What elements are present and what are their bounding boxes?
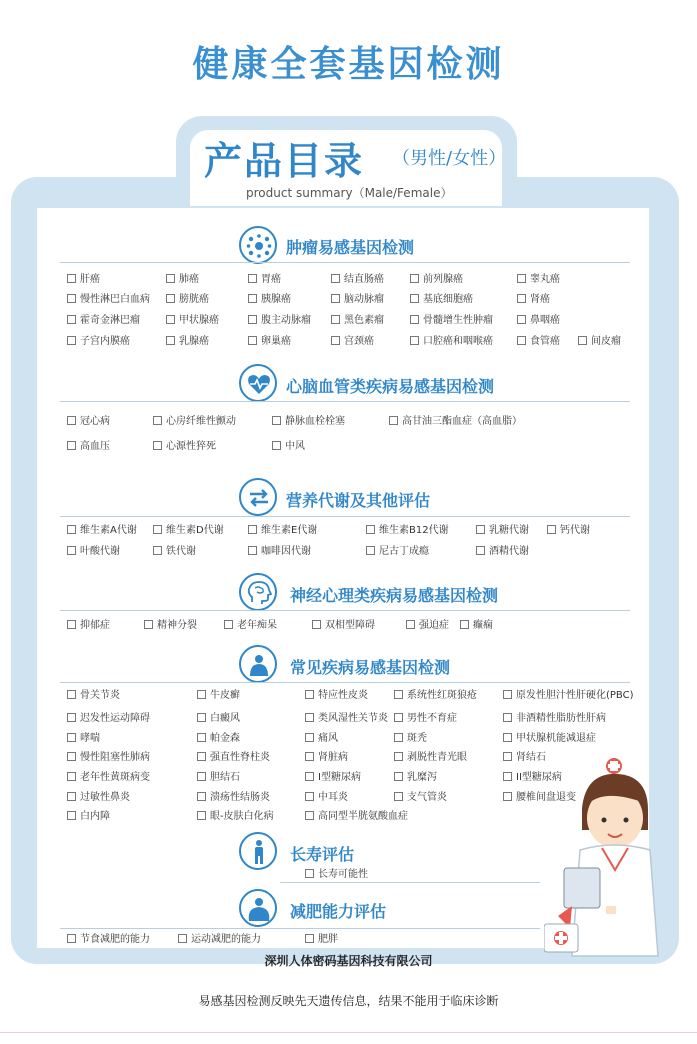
checkbox[interactable]: [178, 934, 187, 943]
checklist-item-label: 骨髓增生性肿瘤: [423, 315, 493, 326]
company-name: 深圳人体密码基因科技有限公司: [264, 954, 433, 968]
section-title: 心脑血管类疾病易感基因检测: [286, 377, 495, 396]
checklist-item-label: 卵巢癌: [261, 336, 291, 347]
checklist-item[interactable]: [166, 315, 219, 327]
catalog-summary: product summary（Male/Female）: [246, 186, 453, 200]
checklist-item[interactable]: [248, 294, 291, 306]
checkbox[interactable]: [67, 690, 76, 699]
checklist-item[interactable]: [166, 336, 209, 348]
checklist-item[interactable]: [67, 274, 100, 286]
checkbox[interactable]: [517, 274, 526, 283]
checklist-item[interactable]: [197, 752, 270, 764]
checkbox[interactable]: [197, 792, 206, 801]
checkbox[interactable]: [517, 294, 526, 303]
checklist-item-label: 支气管炎: [407, 792, 447, 803]
checkbox[interactable]: [197, 690, 206, 699]
checkbox[interactable]: [503, 690, 512, 699]
checklist-item[interactable]: [67, 752, 150, 764]
checkbox[interactable]: [166, 274, 175, 283]
checklist-item[interactable]: [394, 792, 447, 804]
checklist-item-label: 酒精代谢: [489, 546, 529, 557]
checkbox[interactable]: [394, 772, 403, 781]
checklist-item-label: 过敏性鼻炎: [80, 792, 130, 803]
checklist-item[interactable]: [67, 294, 150, 306]
checkbox[interactable]: [305, 772, 314, 781]
checklist-item-label: 咖啡因代谢: [261, 546, 311, 557]
checklist-item-label: 乳腺癌: [179, 336, 209, 347]
section-title: 神经心理类疾病易感基因检测: [290, 586, 499, 605]
checklist-item[interactable]: [67, 441, 110, 453]
checklist-item[interactable]: [67, 811, 110, 823]
checklist-item-label: 基底细胞癌: [423, 294, 473, 305]
checklist-item-label: 抑郁症: [80, 620, 110, 631]
checklist-item[interactable]: [410, 336, 493, 348]
checklist-item-label: 前列腺癌: [423, 274, 463, 285]
checklist-item-label: 慢性淋巴白血病: [80, 294, 150, 305]
catalog-title: 产品目录: [204, 139, 365, 183]
page-title: 健康全套基因检测: [192, 44, 505, 85]
checkbox[interactable]: [305, 752, 314, 761]
checklist-item-label: 中风: [285, 441, 305, 452]
checklist-item-label: 甲状腺癌: [179, 315, 219, 326]
checklist-item[interactable]: [312, 620, 375, 632]
checklist-item[interactable]: [305, 772, 361, 784]
checkbox[interactable]: [394, 713, 403, 722]
checkbox[interactable]: [67, 336, 76, 345]
checklist-item-label: 迟发性运动障碍: [80, 713, 150, 724]
checklist-item-label: 肾癌: [530, 294, 550, 305]
checklist-item-label: 长寿可能性: [318, 869, 368, 880]
checklist-item-label: 痛风: [318, 733, 338, 744]
checklist-item[interactable]: [67, 713, 150, 725]
checkbox[interactable]: [547, 525, 556, 534]
checklist-item-label: 腰椎间盘退变: [516, 792, 576, 803]
checklist-item[interactable]: [67, 792, 130, 804]
checkbox[interactable]: [305, 792, 314, 801]
checklist-item-label: 食管癌: [530, 336, 560, 347]
checklist-item-label: 腹主动脉瘤: [261, 315, 311, 326]
checklist-item-label: 胆结石: [210, 772, 240, 783]
checklist-item[interactable]: [503, 733, 596, 745]
checklist-item-label: I型糖尿病: [318, 772, 361, 783]
checklist-item[interactable]: [305, 811, 408, 823]
brain-icon: [239, 573, 277, 611]
checklist-item[interactable]: [197, 690, 240, 702]
checklist-item[interactable]: [517, 336, 560, 348]
checkbox[interactable]: [394, 733, 403, 742]
checklist-item[interactable]: [331, 274, 384, 286]
checkbox[interactable]: [305, 733, 314, 742]
checkbox[interactable]: [578, 336, 587, 345]
checkbox[interactable]: [67, 416, 76, 425]
checklist-item-label: 高血压: [80, 441, 110, 452]
checklist-item-label: 维生素E代谢: [261, 525, 318, 536]
checklist-item[interactable]: [178, 934, 261, 946]
checklist-item-label: 心源性猝死: [166, 441, 216, 452]
checklist-item[interactable]: [153, 441, 216, 453]
checklist-item-label: 强直性脊柱炎: [210, 752, 270, 763]
checklist-item[interactable]: [67, 546, 120, 558]
section-divider: [280, 882, 540, 883]
checkbox[interactable]: [67, 315, 76, 324]
checklist-item[interactable]: [578, 336, 621, 348]
checklist-item-label: 骨关节炎: [80, 690, 120, 701]
person-icon: [239, 645, 277, 683]
checkbox[interactable]: [305, 690, 314, 699]
checkbox[interactable]: [410, 294, 419, 303]
checkbox[interactable]: [394, 752, 403, 761]
checklist-item[interactable]: [67, 733, 100, 745]
heartbeat-icon: [239, 364, 277, 402]
checklist-item-label: 慢性阻塞性肺病: [80, 752, 150, 763]
checkbox[interactable]: [67, 752, 76, 761]
checklist-item[interactable]: [166, 274, 199, 286]
checkbox[interactable]: [166, 315, 175, 324]
checklist-item[interactable]: [67, 525, 137, 537]
checklist-item-label: 男性不育症: [407, 713, 457, 724]
checkbox[interactable]: [331, 294, 340, 303]
checklist-item[interactable]: [67, 772, 150, 784]
checklist-item-label: 静脉血栓栓塞: [285, 416, 345, 427]
checklist-item[interactable]: [67, 315, 140, 327]
checkbox[interactable]: [67, 525, 76, 534]
checklist-item-label: 黑色素瘤: [344, 315, 384, 326]
checklist-item-label: 原发性胆汁性肝硬化(PBC): [516, 690, 634, 701]
checklist-item-label: 老年痴呆: [237, 620, 277, 631]
checkbox[interactable]: [410, 274, 419, 283]
checkbox[interactable]: [476, 525, 485, 534]
checklist-item-label: 维生素B12代谢: [379, 525, 449, 536]
checklist-item[interactable]: [394, 752, 467, 764]
checklist-item[interactable]: [476, 525, 529, 537]
checklist-item-label: 非酒精性脂肪性肝病: [516, 713, 606, 724]
checklist-item[interactable]: [331, 294, 384, 306]
checklist-item[interactable]: [248, 525, 317, 537]
checklist-item[interactable]: [547, 525, 590, 537]
checklist-item-label: 膀胱癌: [179, 294, 209, 305]
section-divider: [60, 401, 630, 402]
checklist-item[interactable]: [517, 315, 560, 327]
checklist-item[interactable]: [517, 294, 550, 306]
checklist-item-label: 乳糜泻: [407, 772, 437, 783]
checkbox[interactable]: [248, 525, 257, 534]
checklist-item-label: 肥胖: [318, 934, 338, 945]
checklist-item-label: 口腔癌和咽喉癌: [423, 336, 493, 347]
checkbox[interactable]: [331, 315, 340, 324]
checklist-item[interactable]: [503, 752, 546, 764]
checkbox[interactable]: [67, 733, 76, 742]
checklist-item-label: 霍奇金淋巴瘤: [80, 315, 140, 326]
checklist-item-label: 脑动脉瘤: [344, 294, 384, 305]
checklist-item[interactable]: [503, 713, 606, 725]
checklist-item[interactable]: [67, 336, 130, 348]
checklist-item[interactable]: [305, 869, 368, 881]
nurse-illustration: [544, 756, 674, 966]
checkbox[interactable]: [305, 869, 314, 878]
checklist-item[interactable]: [410, 294, 473, 306]
disclaimer-note: 易感基因检测反映先天遗传信息，结果不能用于临床诊断: [198, 994, 499, 1008]
checklist-item[interactable]: [153, 546, 196, 558]
checkbox[interactable]: [197, 752, 206, 761]
checklist-item[interactable]: [248, 336, 291, 348]
checkbox[interactable]: [305, 713, 314, 722]
checklist-item-label: 尼古丁成瘾: [379, 546, 429, 557]
checklist-item-label: 癫痫: [473, 620, 493, 631]
checklist-item-label: 胃癌: [261, 274, 281, 285]
body-weight-icon: [239, 889, 277, 927]
checklist-item-label: 中耳炎: [318, 792, 348, 803]
section-title: 常见疾病易感基因检测: [290, 658, 451, 677]
checklist-item[interactable]: [272, 441, 305, 453]
checklist-item[interactable]: [224, 620, 277, 632]
checklist-item[interactable]: [305, 934, 338, 946]
checkbox[interactable]: [67, 274, 76, 283]
checklist-item-label: 牛皮癣: [210, 690, 240, 701]
checkbox[interactable]: [331, 336, 340, 345]
checklist-item-label: 类风湿性关节炎: [318, 713, 388, 724]
checklist-item[interactable]: [197, 772, 240, 784]
checkbox[interactable]: [406, 620, 415, 629]
checkbox[interactable]: [153, 441, 162, 450]
checklist-item[interactable]: [248, 274, 281, 286]
checkbox[interactable]: [517, 336, 526, 345]
checkbox[interactable]: [272, 441, 281, 450]
checklist-item-label: 系统性红斑狼疮: [407, 690, 477, 701]
checklist-item[interactable]: [144, 620, 197, 632]
checkbox[interactable]: [366, 546, 375, 555]
checkbox[interactable]: [67, 546, 76, 555]
checklist-item[interactable]: [410, 274, 463, 286]
checklist-item-label: 双相型障碍: [325, 620, 375, 631]
checklist-item[interactable]: [305, 792, 348, 804]
checkbox[interactable]: [224, 620, 233, 629]
checkbox[interactable]: [67, 713, 76, 722]
checklist-item-label: 子宫内膜癌: [80, 336, 130, 347]
checkbox[interactable]: [331, 274, 340, 283]
checklist-item[interactable]: [394, 733, 427, 745]
checklist-item[interactable]: [517, 274, 560, 286]
checkbox[interactable]: [248, 546, 257, 555]
checkbox[interactable]: [153, 546, 162, 555]
catalog-subtitle: （男性/女性）: [392, 148, 507, 169]
checkbox[interactable]: [248, 315, 257, 324]
checkbox[interactable]: [67, 934, 76, 943]
checkbox[interactable]: [67, 294, 76, 303]
checkbox[interactable]: [272, 416, 281, 425]
checklist-item-label: 肾结石: [516, 752, 546, 763]
checkbox[interactable]: [366, 525, 375, 534]
checkbox[interactable]: [312, 620, 321, 629]
checklist-item[interactable]: [305, 713, 388, 725]
checklist-item-label: 钙代谢: [560, 525, 590, 536]
section-divider: [60, 610, 630, 611]
checklist-item-label: 维生素A代谢: [80, 525, 137, 536]
checkbox[interactable]: [144, 620, 153, 629]
checkbox[interactable]: [503, 752, 512, 761]
checkbox[interactable]: [305, 811, 314, 820]
checkbox[interactable]: [394, 690, 403, 699]
checkbox[interactable]: [153, 416, 162, 425]
checklist-item-label: 剥脱性青光眼: [407, 752, 467, 763]
checklist-item[interactable]: [67, 934, 150, 946]
checklist-item[interactable]: [331, 315, 384, 327]
checkbox[interactable]: [389, 416, 398, 425]
checkbox[interactable]: [305, 934, 314, 943]
checklist-item[interactable]: [197, 811, 274, 823]
checklist-item[interactable]: [503, 690, 634, 702]
checklist-item-label: 运动减肥的能力: [191, 934, 261, 945]
checklist-item-label: II型糖尿病: [516, 772, 562, 783]
exchange-arrows-icon: [239, 478, 277, 516]
section-divider: [60, 262, 630, 263]
checklist-item-label: 强迫症: [419, 620, 449, 631]
checkbox[interactable]: [197, 772, 206, 781]
checkbox[interactable]: [67, 772, 76, 781]
bottom-divider: [0, 1032, 697, 1033]
checklist-item[interactable]: [248, 546, 311, 558]
section-divider: [60, 682, 630, 683]
checklist-item[interactable]: [197, 792, 270, 804]
checklist-item[interactable]: [410, 315, 493, 327]
checklist-item-label: 间皮瘤: [591, 336, 621, 347]
checkbox[interactable]: [197, 713, 206, 722]
checklist-item[interactable]: [67, 416, 110, 428]
checklist-item-label: 肝癌: [80, 274, 100, 285]
checklist-item-label: 帕金森: [210, 733, 240, 744]
checklist-item[interactable]: [476, 546, 529, 558]
checklist-item-label: 甲状腺机能减退症: [516, 733, 596, 744]
checkbox[interactable]: [248, 336, 257, 345]
checklist-item[interactable]: [153, 416, 236, 428]
checkbox[interactable]: [197, 733, 206, 742]
checkbox[interactable]: [476, 546, 485, 555]
checklist-item[interactable]: [394, 772, 437, 784]
standing-person-icon: [239, 832, 277, 870]
checklist-item[interactable]: [366, 525, 449, 537]
checklist-item-label: 肺癌: [179, 274, 199, 285]
checklist-item-label: 胰腺癌: [261, 294, 291, 305]
checklist-item-label: 乳糖代谢: [489, 525, 529, 536]
checkbox[interactable]: [517, 315, 526, 324]
checklist-item[interactable]: [460, 620, 493, 632]
checkbox[interactable]: [394, 792, 403, 801]
checklist-item[interactable]: [67, 690, 120, 702]
checklist-item[interactable]: [331, 336, 374, 348]
section-title: 减肥能力评估: [290, 902, 387, 921]
checkbox[interactable]: [503, 792, 512, 801]
checkbox[interactable]: [503, 733, 512, 742]
checklist-item-label: 叶酸代谢: [80, 546, 120, 557]
checklist-item[interactable]: [166, 294, 209, 306]
checkbox[interactable]: [67, 441, 76, 450]
checkbox[interactable]: [153, 525, 162, 534]
section-title: 营养代谢及其他评估: [286, 491, 431, 510]
checklist-item-label: 老年性黄斑病变: [80, 772, 150, 783]
checklist-item[interactable]: [197, 733, 240, 745]
checkbox[interactable]: [166, 336, 175, 345]
section-divider: [60, 516, 630, 517]
checklist-item[interactable]: [248, 315, 311, 327]
checklist-item[interactable]: [394, 690, 477, 702]
checklist-item-label: 高甘油三酯血症（高血脂）: [402, 416, 522, 427]
checklist-item-label: 肾脏病: [318, 752, 348, 763]
checklist-item-label: 鼻咽癌: [530, 315, 560, 326]
checklist-item[interactable]: [406, 620, 449, 632]
checkbox[interactable]: [410, 336, 419, 345]
checkbox[interactable]: [248, 294, 257, 303]
checkbox[interactable]: [503, 713, 512, 722]
checkbox[interactable]: [197, 811, 206, 820]
checklist-item-label: 铁代谢: [166, 546, 196, 557]
checklist-item[interactable]: [153, 525, 224, 537]
checklist-item-label: 斑秃: [407, 733, 427, 744]
checklist-item-label: 结直肠癌: [344, 274, 384, 285]
checkbox[interactable]: [67, 792, 76, 801]
checklist-item-label: 高同型半胱氨酸血症: [318, 811, 408, 822]
checklist-item-label: 特应性皮炎: [318, 690, 368, 701]
checklist-item-label: 睾丸癌: [530, 274, 560, 285]
checklist-item-label: 眼-皮肤白化病: [210, 811, 274, 822]
checklist-item[interactable]: [366, 546, 429, 558]
checklist-item[interactable]: [305, 733, 338, 745]
checkbox[interactable]: [166, 294, 175, 303]
checklist-item-label: 哮喘: [80, 733, 100, 744]
checklist-item-label: 精神分裂: [157, 620, 197, 631]
checklist-item[interactable]: [197, 713, 240, 725]
tumor-cells-icon: [239, 226, 277, 264]
checkbox[interactable]: [248, 274, 257, 283]
checkbox[interactable]: [67, 620, 76, 629]
checklist-item-label: 白癜风: [210, 713, 240, 724]
checklist-item-label: 节食减肥的能力: [80, 934, 150, 945]
checklist-item[interactable]: [305, 752, 348, 764]
checklist-item[interactable]: [305, 690, 368, 702]
checkbox[interactable]: [460, 620, 469, 629]
section-title: 长寿评估: [290, 845, 355, 864]
section-divider: [60, 928, 540, 929]
checkbox[interactable]: [67, 811, 76, 820]
checklist-item-label: 宫颈癌: [344, 336, 374, 347]
checkbox[interactable]: [503, 772, 512, 781]
checklist-item-label: 心房纤维性颤动: [166, 416, 236, 427]
checklist-item-label: 溃疡性结肠炎: [210, 792, 270, 803]
checklist-item[interactable]: [389, 416, 522, 428]
checklist-item-label: 冠心病: [80, 416, 110, 427]
checklist-item-label: 白内障: [80, 811, 110, 822]
checklist-item-label: 维生素D代谢: [166, 525, 224, 536]
checklist-item[interactable]: [67, 620, 110, 632]
checklist-item[interactable]: [272, 416, 345, 428]
checkbox[interactable]: [410, 315, 419, 324]
section-title: 肿瘤易感基因检测: [286, 238, 415, 257]
checklist-item[interactable]: [394, 713, 457, 725]
